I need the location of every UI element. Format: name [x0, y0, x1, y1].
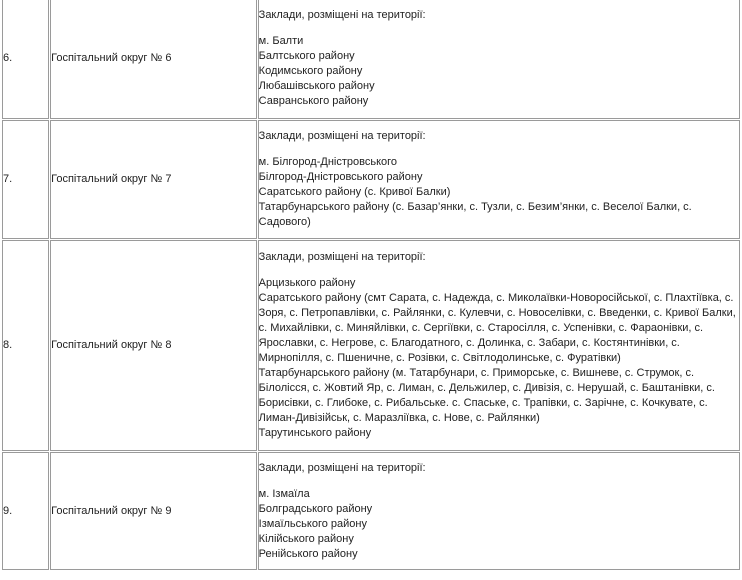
district-name: Госпітальний округ № 6: [50, 0, 257, 119]
row-number: 8.: [2, 240, 49, 451]
area-item: Саратського району (смт Сарата, с. Надежда, с. Миколаївки-Новоросійської, с. Плахтіївка, с. Зоря, с. Петропавлівки, с. Райлянки, с. Кулевчи, с. Новоселівки, с. Введенки, с. Кривої Балки, с. Михайлівки, с. Миняйлівки, с. Сергіївки, с. Старосілля, с. Успенівки, с. Фараонівки, с. Ярославки, с. Негрове, с. Благодатного, с. Долинка, с. Забари, с. Костянтинівки, с. Мирнопілля, с. Пшеничне, с. Розівки, с. Світлодолинське, с. Фуратівки): [258, 292, 736, 364]
table-row: [2, 240, 740, 451]
area-item: Саратського району (с. Кривої Балки): [258, 186, 451, 198]
institutions-cell: [258, 240, 740, 451]
institutions-intro: Заклади, розміщені на території:: [258, 8, 426, 21]
area-item: Арцизького району: [258, 277, 356, 289]
row-number: 9.: [2, 452, 49, 570]
district-name: Госпітальний округ № 9: [50, 452, 257, 570]
table-row: [2, 0, 740, 119]
area-item: Балтського району: [258, 49, 355, 62]
area-item: Кодимського району: [258, 64, 363, 77]
area-item: Татарбунарського району (с. Базар’янки, с. Тузли, с. Безим’янки, с. Веселої Балки, с. Садового): [258, 201, 692, 228]
area-item: Татарбунарського району (м. Татарбунари, с. Приморське, с. Вишневе, с. Струмок, с. Білолісся, с. Жовтий Яр, с. Лиман, с. Дельжилер, с. Дивізія, с. Нерушай, с. Баштанівки, с. Борисівки, с. Глибоке, с. Рибальське. с. Спаське, с. Трапівки, с. Зарічне, с. Кочкувате, с. Лиман-Дивізійськ, с. Маразліївка, с. Нове, с. Райлянки): [258, 367, 715, 424]
table-row: [2, 120, 740, 239]
area-item: Кілійського району: [258, 532, 354, 545]
institutions-cell: [258, 0, 740, 119]
institutions-intro: Заклади, розміщені на території:: [258, 251, 426, 263]
district-name: Госпітальний округ № 8: [50, 240, 257, 451]
area-item: Болградського району: [258, 502, 373, 515]
area-item: Ренійського району: [258, 547, 358, 560]
row-number: 6.: [2, 0, 49, 119]
area-item: м. Ізмаїла: [258, 487, 310, 500]
hospital-districts-table: [1, 0, 741, 571]
area-item: Любашівського району: [258, 79, 375, 92]
area-item: м. Білгород-Дністровського: [258, 156, 398, 168]
institutions-intro: Заклади, розміщені на території:: [258, 130, 426, 142]
area-item: Тарутинського району: [258, 427, 372, 439]
area-item: Савранського району: [258, 94, 369, 107]
institutions-intro: Заклади, розміщені на території:: [258, 461, 426, 474]
institutions-cell: [258, 452, 740, 570]
institutions-cell: [258, 120, 740, 239]
area-item: Ізмаїльського району: [258, 517, 367, 530]
area-item: м. Балти: [258, 34, 304, 47]
row-number: 7.: [2, 120, 49, 239]
district-name: Госпітальний округ № 7: [50, 120, 257, 239]
table-row: [2, 452, 740, 570]
area-item: Білгород-Дністровського району: [258, 171, 423, 183]
